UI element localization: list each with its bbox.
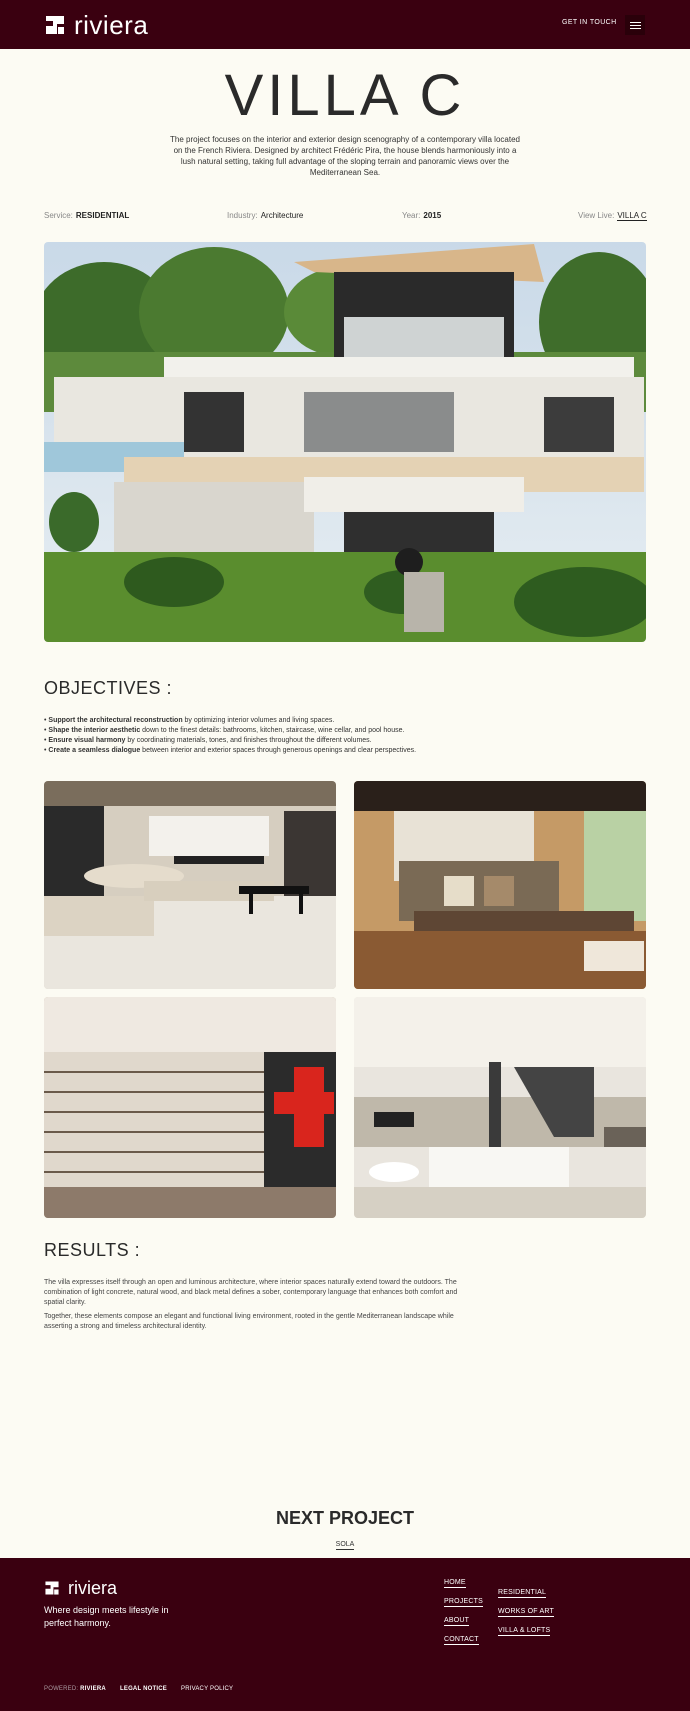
results-text xyxy=(44,1278,474,1336)
results-paragraph-2: Together, these elements compose an elegant and functional living environment, rooted in the gentle Mediterranean landscape while asserting a strong and timeless architectural identity. xyxy=(44,1313,454,1330)
meta-live-label: View Live: xyxy=(578,211,615,220)
list-item: • Support the architectural reconstruction by optimizing interior volumes and living spaces. xyxy=(44,717,335,724)
meta-service-label: Service: xyxy=(44,211,73,220)
meta-industry-label: Industry: xyxy=(227,211,258,220)
gallery-living-room xyxy=(44,781,336,989)
logo-mark-icon xyxy=(44,14,66,36)
powered-value: RIVIERA xyxy=(80,1686,106,1692)
next-project-heading: NEXT PROJECT xyxy=(275,1508,415,1528)
footer-tagline: Where design meets lifestyle in perfect harmony. xyxy=(44,1605,169,1628)
page-title: VILLA C xyxy=(224,63,466,128)
meta-industry-value: Architecture xyxy=(260,211,304,220)
project-intro: The project focuses on the interior and exterior design scenography of a contemporary villa located on the French Riviera. Designed by architect Frédéric Pira, the house blends harmoniously into a lush natural setting, taking full advantage of the sloping terrain and panoramic views over the Mediterranean Sea. xyxy=(170,135,520,177)
results-heading: RESULTS : xyxy=(44,1240,141,1260)
list-item: • Shape the interior aesthetic down to the finest details: bathrooms, kitchen, staircase, wine cellar, and pool house. xyxy=(44,727,405,734)
meta-service xyxy=(44,211,129,220)
meta-service-value: RESIDENTIAL xyxy=(75,211,130,220)
footer-nav-contact[interactable]: CONTACT xyxy=(444,1636,479,1643)
brand-name: riviera xyxy=(74,10,149,40)
legal-notice-link[interactable]: LEGAL NOTICE xyxy=(120,1686,167,1692)
gallery-bedroom xyxy=(354,781,646,989)
logo-mark-icon xyxy=(44,1580,60,1596)
list-item: • Ensure visual harmony by coordinating materials, tones, and finishes throughout the different volumes. xyxy=(44,737,372,744)
hero-exterior-render xyxy=(44,242,646,642)
list-item: • Create a seamless dialogue between interior and exterior spaces through generous openings and clear perspectives. xyxy=(44,747,417,754)
objectives-list xyxy=(44,716,464,756)
powered-label: POWERED: xyxy=(44,1686,79,1692)
next-project-link[interactable]: SOLA xyxy=(335,1541,355,1548)
footer-brand-logo[interactable] xyxy=(44,1579,117,1597)
site-header xyxy=(0,0,690,49)
gallery-open-space xyxy=(354,997,646,1218)
footer-powered xyxy=(44,1686,106,1692)
footer-nav-home[interactable]: HOME xyxy=(444,1579,466,1586)
footer-nav-projects[interactable]: PROJECTS xyxy=(444,1598,483,1605)
footer-category-villa-lofts[interactable]: VILLA & LOFTS xyxy=(498,1627,551,1634)
site-footer xyxy=(0,1558,690,1711)
next-project-link-row xyxy=(0,1541,690,1548)
meta-year-label: Year: xyxy=(402,211,421,220)
view-live-link[interactable]: VILLA C xyxy=(617,211,647,220)
footer-category-residential[interactable]: RESIDENTIAL xyxy=(498,1589,547,1596)
objectives-heading: OBJECTIVES : xyxy=(44,678,173,698)
meta-year xyxy=(402,211,441,220)
get-in-touch-link[interactable]: GET IN TOUCH xyxy=(562,19,617,26)
meta-industry xyxy=(227,211,303,220)
brand-logo[interactable] xyxy=(44,12,148,38)
footer-nav-about[interactable]: ABOUT xyxy=(444,1617,470,1624)
gallery-window-view xyxy=(44,997,336,1218)
results-paragraph-1: The villa expresses itself through an open and luminous architecture, where interior spaces naturally extend toward the outdoors. The combination of light concrete, natural wood, and black metal defines a sober, contemporary language that enhances both comfort and spatial clarity. xyxy=(44,1279,458,1306)
privacy-policy-link[interactable]: PRIVACY POLICY xyxy=(181,1686,234,1692)
footer-category-works-of-art[interactable]: WORKS OF ART xyxy=(498,1608,554,1615)
footer-brand-name: riviera xyxy=(68,1578,118,1598)
meta-year-value: 2015 xyxy=(423,211,442,220)
meta-live xyxy=(578,211,647,220)
menu-icon[interactable] xyxy=(625,15,645,35)
